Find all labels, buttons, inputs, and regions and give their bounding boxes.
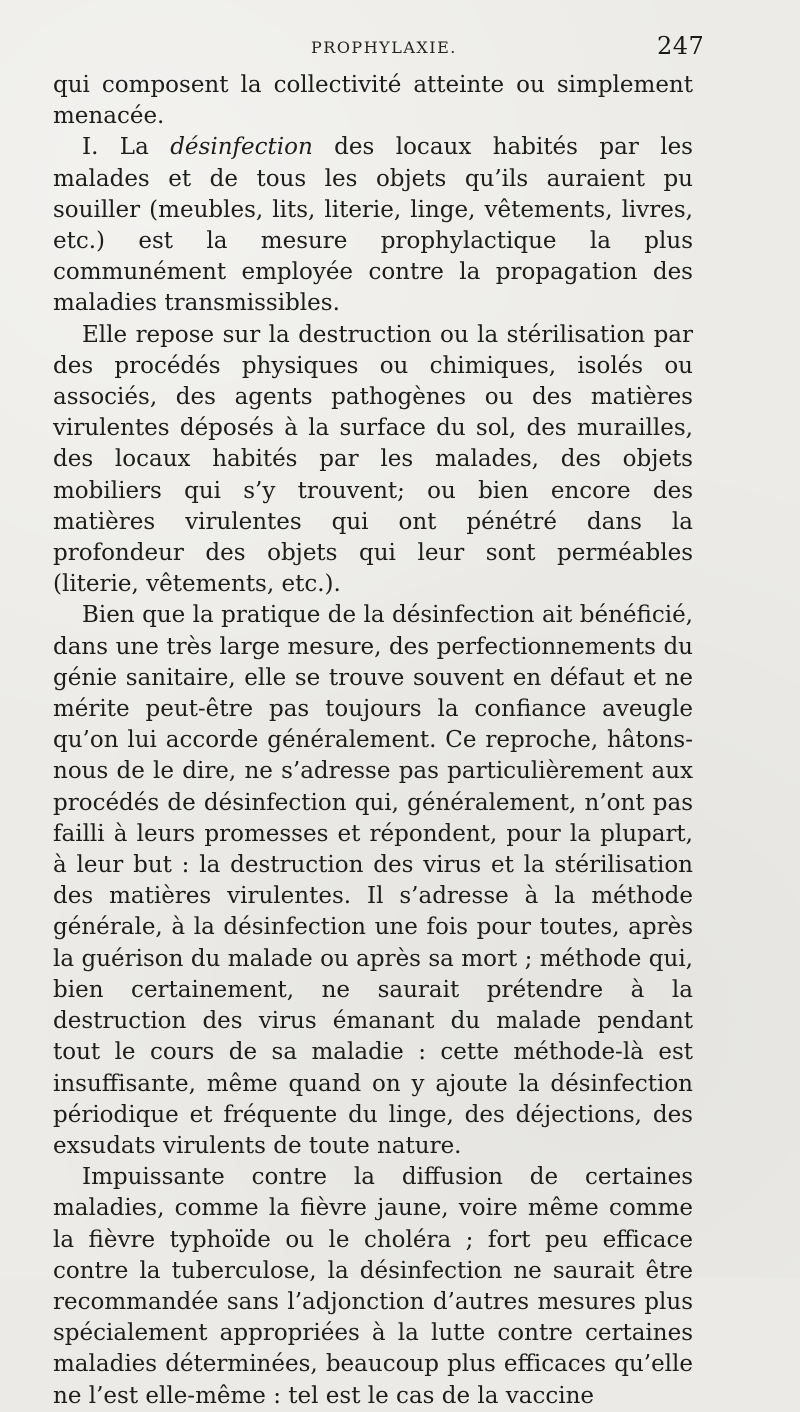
paragraph-limitations bbox=[53, 1162, 693, 1412]
paragraph-text: Impuissante contre la diffusion de certaines maladies, comme la fièvre jaune, voire même comme la fièvre typhoïde ou le choléra ; fort peu efficace contre la tuberculose, la désinfection ne saurait être recommandée sans l’adjonction d’autres mesures plus spécialement appropriées à la lutte contre certaines maladies déterminées, beaucoup plus efficaces qu’elle ne l’est elle-même : tel est le cas de la vaccine bbox=[53, 1164, 693, 1409]
paragraph-continuation bbox=[53, 70, 693, 132]
body-text bbox=[53, 70, 693, 1412]
paragraph-text: Elle repose sur la destruction ou la stérilisation par des procédés physiques ou chimiques, isolés ou associés, des agents pathogènes ou des matières virulentes déposés à la surface du sol, des murailles, des locaux habités par les malades, des objets mobiliers qui s’y trouvent; ou bien encore des matières virulentes qui ont pénétré dans la profondeur des objets qui leur sont perméables (literie, vêtements, etc.). bbox=[53, 321, 693, 598]
italic-term: désinfection bbox=[170, 134, 313, 161]
running-head: PROPHYLAXIE. bbox=[311, 38, 457, 57]
paragraph-prefix: I. La bbox=[82, 134, 171, 161]
paragraph-disinfection-intro bbox=[53, 132, 693, 319]
paragraph-text: Bien que la pratique de la désinfection ait bénéficié, dans une très large mesure, des perfectionnements du génie sanitaire, elle se trouve souvent en défaut et ne mérite peut-être pas toujours la confiance aveugle qu’on lui accorde généralement. Ce reproche, hâtons-nous de le dire, ne s’adresse pas particulièrement aux procédés de désinfection qui, généralement, n’ont pas failli à leurs promesses et répondent, pour la plupart, à leur but : la destruction des virus et la stérilisation des matières virulentes. Il s’adresse à la méthode générale, à la désinfection une fois pour toutes, après la guérison du malade ou après sa mort ; méthode qui, bien certainement, ne saurait prétendre à la destruction des virus émanant du malade pendant tout le cours de sa maladie : cette méthode-là est insuffisante, même quand on y ajoute la désinfection périodique et fréquente du linge, des déjections, des exsudats virulents de toute nature. bbox=[53, 602, 693, 1159]
page-header bbox=[0, 32, 800, 62]
paragraph-suffix: des locaux habités par les malades et de tous les objets qu’ils auraient pu souiller (meubles, lits, literie, linge, vêtements, livres, etc.) est la mesure prophylactique la plus communément employée contre la propagation des maladies transmissibles. bbox=[53, 134, 693, 317]
page-number: 247 bbox=[657, 32, 705, 60]
paragraph-text: qui composent la collectivité atteinte ou simplement menacée. bbox=[53, 72, 693, 130]
paragraph-method bbox=[53, 320, 693, 601]
paragraph-critique bbox=[53, 600, 693, 1162]
